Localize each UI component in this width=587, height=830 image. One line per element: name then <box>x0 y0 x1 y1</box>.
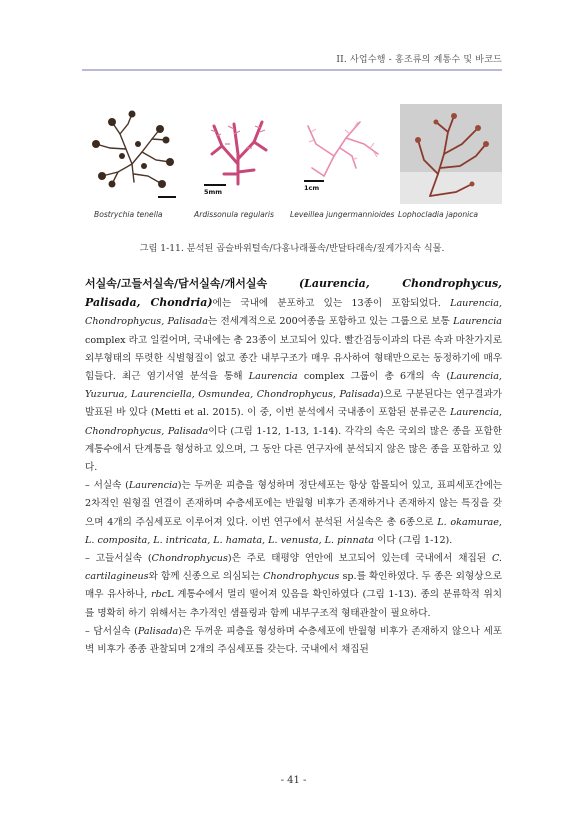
species-label: Ardissonula regularis <box>194 210 274 219</box>
specimen-figure <box>82 104 502 222</box>
running-header: II. 사업수행 - 홍조류의 계통수 및 바코드 <box>336 55 502 65</box>
text-span: complex 그룹이 총 6개의 속 ( <box>303 371 451 383</box>
text-span: 는 전세계적으로 200여종을 포함하고 있는 그룹으로 보통 <box>207 316 450 328</box>
specimen-photo-bostrychia <box>82 104 182 204</box>
text-span: 에는 국내에 분포하고 있는 13종이 포함되었다. <box>212 298 441 310</box>
italic-span: Chondrophycus <box>263 571 340 583</box>
species-label: Bostrychia tenella <box>94 210 163 219</box>
section-lead-genera: (Laurencia, Chondrophycus, Palisada, Chondria) <box>85 277 502 310</box>
italic-span: Laurencia, Yuzurua, Laurenciella, Osmundea, Chondrophycus, Palisada <box>85 371 502 401</box>
italic-span: Laurencia <box>453 316 502 328</box>
paragraph <box>85 275 502 477</box>
header-divider <box>82 69 502 71</box>
text-span: )은 두꺼운 피층을 형성하며 수층세포에 반월형 비후가 존재하지 않으나 세포벽 비후가 종종 관찰되며 2개의 주심세포를 갖는다. 국내에서 채집된 <box>85 625 502 656</box>
text-span: 이다 (그림 1-12). <box>377 534 453 546</box>
text-span: )으로 구분된다는 연구결과가 발표된 바 있다 (Metti et al. 2015). 이 중, 이번 분석에서 국내종이 포함된 분류군은 <box>85 389 502 419</box>
scale-label-1cm: 1cm <box>304 184 320 192</box>
specimen-photo-lophocladia <box>400 104 502 204</box>
text-span: )은 주로 태평양 연안에 보고되어 있는데 국내에서 채집된 <box>227 553 487 565</box>
italic-span: Chondrophycus <box>151 553 228 565</box>
italic-span: L. okamurae, L. composita, L. intricata, L. hamata, L. venusta, L. pinnata <box>85 516 502 546</box>
figure-caption: 그림 1-11. 분석된 곱슬바위털속/다홍나래풀속/반달타래속/짚게가지속 식물. <box>139 243 445 254</box>
text-span: 와 함께 신종으로 의심되는 <box>148 571 260 583</box>
species-label: Leveillea jungermannioides <box>290 210 395 219</box>
italic-span: Laurencia <box>248 371 298 383</box>
scale-bar <box>304 180 324 182</box>
italic-span: Laurencia, Chondrophycus, Palisada <box>85 298 503 328</box>
paragraph <box>85 623 502 659</box>
text-span: L 계통수에서 멀리 떨어져 있음을 확인하였다 (그림 1-13). 종의 분류학적 위치를 명확히 하기 위해서는 추가적인 샘플링과 함께 내부구조적 형태관찰이 필요하다. <box>85 589 502 619</box>
body-text <box>85 275 502 659</box>
text-span: 이다 (그림 1-12, 1-13, 1-14). 각각의 속은 국외의 많은 종을 포함한 계통수에서 단계통을 형성하고 있으며, 그 동안 다른 연구자에 분석되지 않은 많은 종을 포함하고 있다. <box>85 425 502 474</box>
italic-span: Laurencia, Chondrophycus, Palisada <box>85 407 502 437</box>
italic-span: Laurencia <box>128 480 178 492</box>
scale-bar <box>158 196 176 198</box>
italic-span: rbc <box>151 589 168 601</box>
section-lead: 서실속/고들서실속/담서실속/개서실속 <box>85 277 268 290</box>
paragraph <box>85 477 502 550</box>
page-number: - 41 - <box>280 775 307 786</box>
text-span: sp.를 확인하였다. 두 종은 외형상으로 매우 유사하나, <box>85 571 502 601</box>
scale-label-5mm: 5mm <box>204 188 223 196</box>
text-span: complex 라고 일컬어며, 국내에는 총 23종이 보고되어 있다. 빨간검등이과의 다른 속과 마찬가지로 외부형태의 뚜렷한 식별형질이 없고 종간 내부구조가 매우 유사하여 형태만으로는 동정하기에 매우 힘들다. 최근 염기서열 분석을 통해 <box>85 334 502 383</box>
italic-span: Palisada <box>137 625 179 637</box>
text-span: )는 두꺼운 피층을 형성하며 정단세포는 항상 함몰되어 있고, 표피세포간에는 2차적인 원형질 연결이 존재하며 수층세포에는 반월형 비후가 존재하거나 존재하지 않는 특징을 갖으며 4개의 주심세포로 이루어져 있다. 이번 연구에서 분석된 서실속은 총 6종으로 <box>85 480 502 528</box>
species-label: Lophocladia japonica <box>398 210 479 219</box>
text-span: – 담서실속 ( <box>85 625 138 637</box>
paragraph <box>85 550 502 623</box>
scale-bar <box>204 184 226 186</box>
text-span: – 서실속 ( <box>85 480 129 492</box>
text-span: – 고들서실속 ( <box>85 553 152 565</box>
italic-span: C. cartilagineus <box>85 553 502 583</box>
